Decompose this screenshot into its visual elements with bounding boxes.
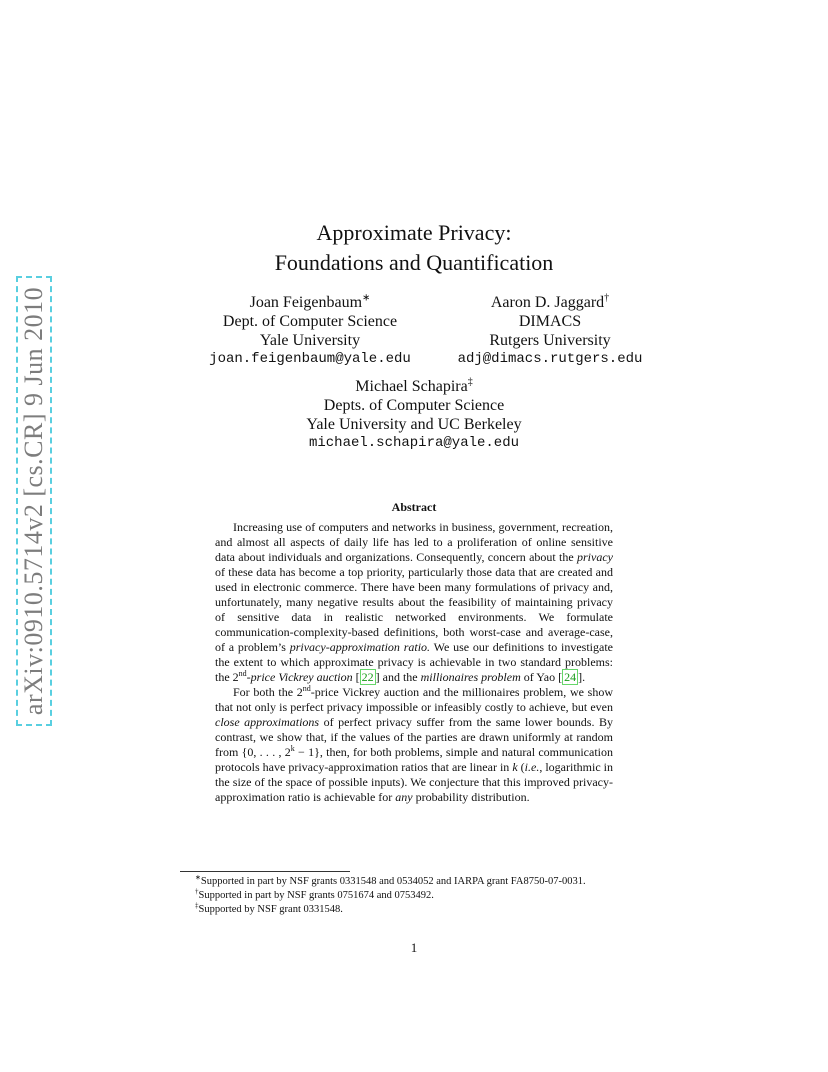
abstract-paragraph-1: Increasing use of computers and networks in business, government, recreation, and almost all aspects of daily life has led to a proliferation of online sensitive data about individuals and organizations. Consequently, concern about the privacy of these data has become a top priority, particularly those data that are created and used in electronic commerce. There have been many formulations of privacy and, unfortunately, many negative results about the feasibility of maintaining privacy of sensitive data in realistic networked environments. We formulate communication-complexity-based definitions, both worst-case and average-case, of a problem’s privacy-approximation ratio. We use our definitions to investigate the extent to which approximate privacy is achievable in two standard problems: the 2nd-price Vickrey auction [ 22 ] and the millionaires problem of Yao [ 24 ]. bbox=[215, 520, 613, 684]
emphasis: i.e. bbox=[524, 760, 540, 774]
author-affiliation: Depts. of Computer Science bbox=[323, 397, 505, 414]
text-run: , logarithmic in the size of the space of possible inputs). We conjecture that this improved privacy-approximation ratio is achievable for bbox=[215, 760, 614, 804]
author-affiliation: Dept. of Computer Science bbox=[222, 313, 398, 330]
emphasis: close approximations bbox=[215, 715, 320, 729]
author-footnote-mark: † bbox=[604, 292, 610, 304]
author-block-2 bbox=[420, 293, 680, 369]
author-footnote-mark: ∗ bbox=[362, 292, 371, 304]
superscript: nd bbox=[238, 669, 247, 678]
author-affiliation: DIMACS bbox=[518, 313, 582, 330]
superscript: nd bbox=[302, 684, 311, 693]
text-run: − 1}, then, for both problems, simple and natural communication protocols have privacy-approximation ratios that are linear in bbox=[215, 745, 613, 774]
author-email[interactable]: adj@dimacs.rutgers.edu bbox=[457, 351, 643, 367]
abstract-paragraph-2 bbox=[215, 685, 613, 805]
title-line-1: Approximate Privacy: bbox=[316, 220, 512, 245]
emphasis: privacy-approximation ratio. bbox=[289, 640, 431, 654]
text-run: For both the 2 bbox=[233, 685, 303, 699]
emphasis: millionaires problem bbox=[420, 670, 521, 684]
text-run: of perfect privacy suffer from the same lower bounds. By contrast, we show that, if the values of the parties are drawn uniformly at random from {0, . . . , 2 bbox=[215, 715, 613, 759]
text-run: Increasing use of computers and networks in business, government, recreation, and almost all aspects of daily life has led to a proliferation of online sensitive data about individuals and organizations. Consequently, concern about the bbox=[215, 520, 613, 564]
author-block-1 bbox=[180, 293, 440, 369]
footnote-mark: ∗ bbox=[195, 873, 201, 882]
author-institution: Yale University and UC Berkeley bbox=[306, 416, 522, 433]
superscript: k bbox=[290, 744, 295, 753]
abstract-body bbox=[215, 520, 613, 805]
author-email[interactable]: michael.schapira@yale.edu bbox=[308, 435, 520, 451]
author-institution: Yale University bbox=[259, 332, 361, 349]
text-run: We use our definitions to investigate the extent to which approximate privacy is achievable in two standard problems: the 2 bbox=[215, 640, 613, 684]
citation-link[interactable]: 22 bbox=[361, 670, 374, 684]
author-footnote-mark: ‡ bbox=[467, 376, 473, 388]
text-run: . bbox=[582, 670, 586, 684]
footnote-mark: ‡ bbox=[195, 901, 199, 910]
text-run: of Yao bbox=[520, 670, 559, 684]
page-number: 1 bbox=[410, 940, 418, 955]
footnote bbox=[195, 875, 655, 889]
title-line-2: Foundations and Quantification bbox=[274, 250, 554, 275]
footnote bbox=[195, 889, 655, 903]
footnote-text: Supported in part by NSF grants 0751674 and 0753492. bbox=[198, 890, 434, 901]
footnote-text: Supported in part by NSF grants 0331548 and 0534052 and IARPA grant FA8750-07-0031. bbox=[200, 876, 586, 887]
text-run: ( bbox=[517, 760, 525, 774]
footnote-mark: † bbox=[195, 887, 199, 896]
text-run: and the bbox=[379, 670, 421, 684]
text-run: -price Vickrey auction and the millionaires problem, we show that not only is perfect privacy impossible or infeasibly costly to achieve, but even bbox=[215, 685, 613, 714]
text-run: probability distribution. bbox=[412, 790, 530, 804]
emphasis: -price Vickrey auction bbox=[246, 670, 353, 684]
citation-link[interactable]: 24 bbox=[564, 670, 577, 684]
author-name: Aaron D. Jaggard bbox=[490, 294, 605, 311]
author-block-3 bbox=[270, 377, 558, 453]
author-name: Michael Schapira bbox=[355, 378, 468, 395]
arxiv-identifier: arXiv:0910.5714v2 [cs.CR] 9 Jun 2010 bbox=[19, 286, 49, 716]
abstract-heading: Abstract bbox=[391, 500, 437, 514]
footnote bbox=[195, 903, 655, 917]
author-institution: Rutgers University bbox=[489, 332, 611, 349]
footnote-text: Supported by NSF grant 0331548. bbox=[198, 904, 343, 915]
emphasis: privacy bbox=[577, 550, 613, 564]
author-name: Joan Feigenbaum bbox=[249, 294, 363, 311]
emphasis: any bbox=[395, 790, 413, 804]
footnote-rule bbox=[180, 871, 350, 872]
author-email[interactable]: joan.feigenbaum@yale.edu bbox=[209, 351, 411, 367]
text-run: of these data has become a top priority, particularly those data that are created and used in electronic commerce. There have been many formulations of privacy and, unfortunately, many negative results about the feasibility of maintaining privacy of sensitive data in realistic networked environments. We formulate communication-complexity-based definitions, both worst-case and average-case, of a problem’s bbox=[215, 565, 613, 654]
emphasis: k bbox=[512, 760, 518, 774]
footnotes bbox=[195, 875, 655, 917]
paper-title bbox=[0, 218, 828, 278]
